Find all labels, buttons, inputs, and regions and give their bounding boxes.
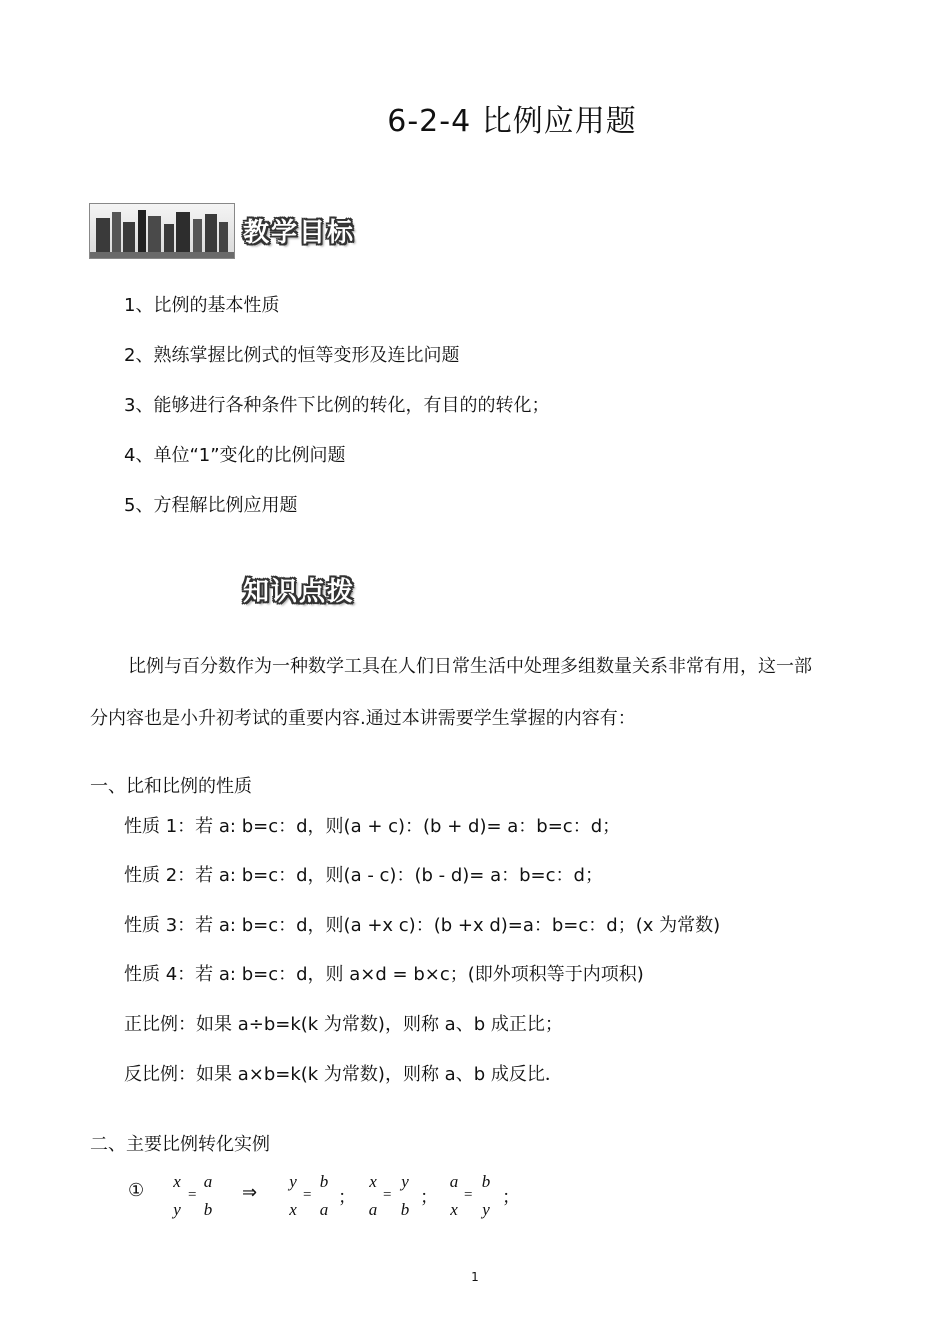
fraction-y-over-x: y x	[289, 1172, 297, 1219]
property-line: 性质 4：若 a: b=c：d，则 a×d = b×c；(即外项积等于内项积)	[124, 964, 644, 985]
property-line: 性质 2：若 a: b=c：d，则(a - c)：(b - d)= a：b=c：d；	[124, 865, 603, 886]
goal-item: 3、能够进行各种条件下比例的转化，有目的的转化；	[124, 395, 550, 416]
page-title: 6-2-4 比例应用题	[387, 104, 637, 139]
knowledge-points-heading: 知识点拨	[243, 577, 356, 607]
implies-arrow: ⇒	[242, 1182, 258, 1203]
circled-number-marker: ①	[128, 1180, 145, 1201]
section-heading-1: 一、比和比例的性质	[90, 776, 252, 797]
goal-item: 4、单位“1”变化的比例问题	[124, 445, 346, 466]
separator: ；	[420, 1187, 438, 1208]
teaching-goals-heading: 教学目标	[243, 218, 356, 248]
page-number: 1	[471, 1270, 479, 1284]
intro-text-line-1: 比例与百分数作为一种数学工具在人们日常生活中处理多组数量关系非常有用，这一部	[128, 656, 812, 677]
goal-item: 2、熟练掌握比例式的恒等变形及连比问题	[124, 345, 460, 366]
inverse-proportion-line: 反比例：如果 a×b=k(k 为常数)，则称 a、b 成反比．	[124, 1064, 563, 1085]
property-line: 性质 3：若 a: b=c：d，则(a +x c)：(b +x d)=a：b=c：d；(x 为常数)	[124, 915, 721, 936]
fraction-x-over-a: x a	[368, 1172, 378, 1219]
equals-sign: =	[303, 1187, 312, 1203]
fraction-a-over-x: a x	[449, 1172, 459, 1219]
intro-text-line-2: 分内容也是小升初考试的重要内容.通过本讲需要学生掌握的内容有：	[90, 708, 636, 729]
separator: ；	[502, 1187, 520, 1208]
equals-sign: =	[383, 1187, 392, 1203]
property-line: 性质 1：若 a: b=c：d，则(a + c)：(b + d)= a：b=c：d；	[124, 816, 621, 837]
fraction-x-over-y: x y	[173, 1172, 181, 1219]
equals-sign: =	[464, 1187, 473, 1203]
fraction-b-over-a: b a	[319, 1172, 329, 1219]
fraction-b-over-y: b y	[481, 1172, 491, 1219]
direct-proportion-line: 正比例：如果 a÷b=k(k 为常数)，则称 a、b 成正比；	[124, 1014, 563, 1035]
goal-item: 1、比例的基本性质	[124, 295, 280, 316]
separator: ；	[338, 1187, 356, 1208]
goal-item: 5、方程解比例应用题	[124, 495, 298, 516]
section-heading-2: 二、主要比例转化实例	[90, 1134, 270, 1155]
fraction-y-over-b: y b	[400, 1172, 410, 1219]
equals-sign: =	[188, 1187, 197, 1203]
fraction-a-over-b: a b	[203, 1172, 213, 1219]
books-banner-image	[89, 203, 235, 259]
